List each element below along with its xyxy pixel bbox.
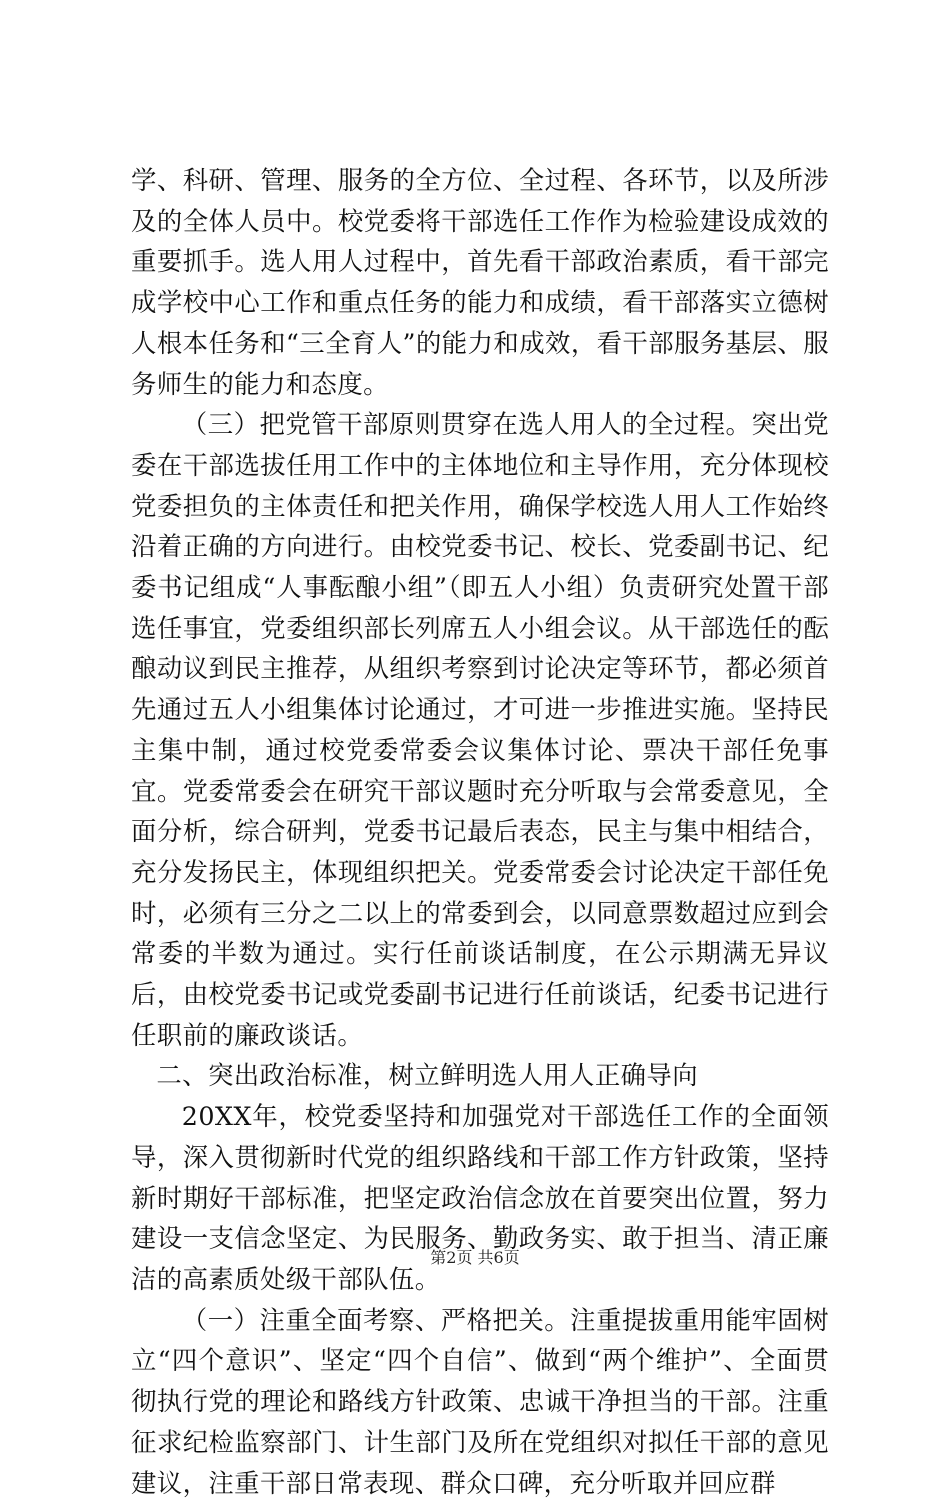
paragraph-20xx-summary: 20XX年，校党委坚持和加强党对干部选任工作的全面领导，深入贯彻新时代党的组织路线和干部工作方针政策，坚持新时期好干部标准，把坚定政治信念放在首要突出位置，努力建设一支信念坚定、为民服务、勤政务实、敢于担当、清正廉洁的高素质处级干部队伍。 — [131, 1101, 829, 1294]
document-body — [131, 160, 829, 1503]
paragraph-continuation: 学、科研、管理、服务的全方位、全过程、各环节，以及所涉及的全体人员中。校党委将干部选任工作作为检验建设成效的重要抓手。选人用人过程中，首先看干部政治素质，看干部完成学校中心工作和重点任务的能力和成绩，看干部落实立德树人根本任务和“三全育人”的能力和成效，看干部服务基层、服务师生的能力和态度。 — [131, 165, 829, 399]
paragraph-section-one: （一）注重全面考察、严格把关。注重提拔重用能牢固树立“四个意识”、坚定“四个自信”、做到“两个维护”、全面贯彻执行党的理论和路线方针政策、忠诚干净担当的干部。注重征求纪检监察部门、计生部门及所在党组织对拟任干部的意见建议，注重干部日常表现、群众口碑，充分听取并回应群 — [131, 1304, 829, 1498]
paragraph-section-three: （三）把党管干部原则贯穿在选人用人的全过程。突出党委在干部选拔任用工作中的主体地位和主导作用，充分体现校党委担负的主体责任和把关作用，确保学校选人用人工作始终沿着正确的方向进行。由校党委书记、校长、党委副书记、纪委书记组成“人事酝酿小组”（即五人小组）负责研究处置干部选任事宜，党委组织部长列席五人小组会议。从干部选任的酝酿动议到民主推荐，从组织考察到讨论决定等环节，都必须首先通过五人小组集体讨论通过，才可进一步推进实施。坚持民主集中制，通过校党委常委会议集体讨论、票决干部任免事宜。党委常委会在研究干部议题时充分听取与会常委意见，全面分析，综合研判，党委书记最后表态，民主与集中相结合，充分发扬民主，体现组织把关。党委常委会讨论决定干部任免时，必须有三分之二以上的常委到会，以同意票数超过应到会常委的半数为通过。实行任前谈话制度，在公示期满无异议后，由校党委书记或党委副书记进行任前谈话，纪委书记进行任职前的廉政谈话。 — [131, 409, 829, 1050]
page-footer: 第2页 共6页 — [430, 1248, 520, 1267]
section-heading-two: 二、突出政治标准，树立鲜明选人用人正确导向 — [156, 1060, 698, 1091]
